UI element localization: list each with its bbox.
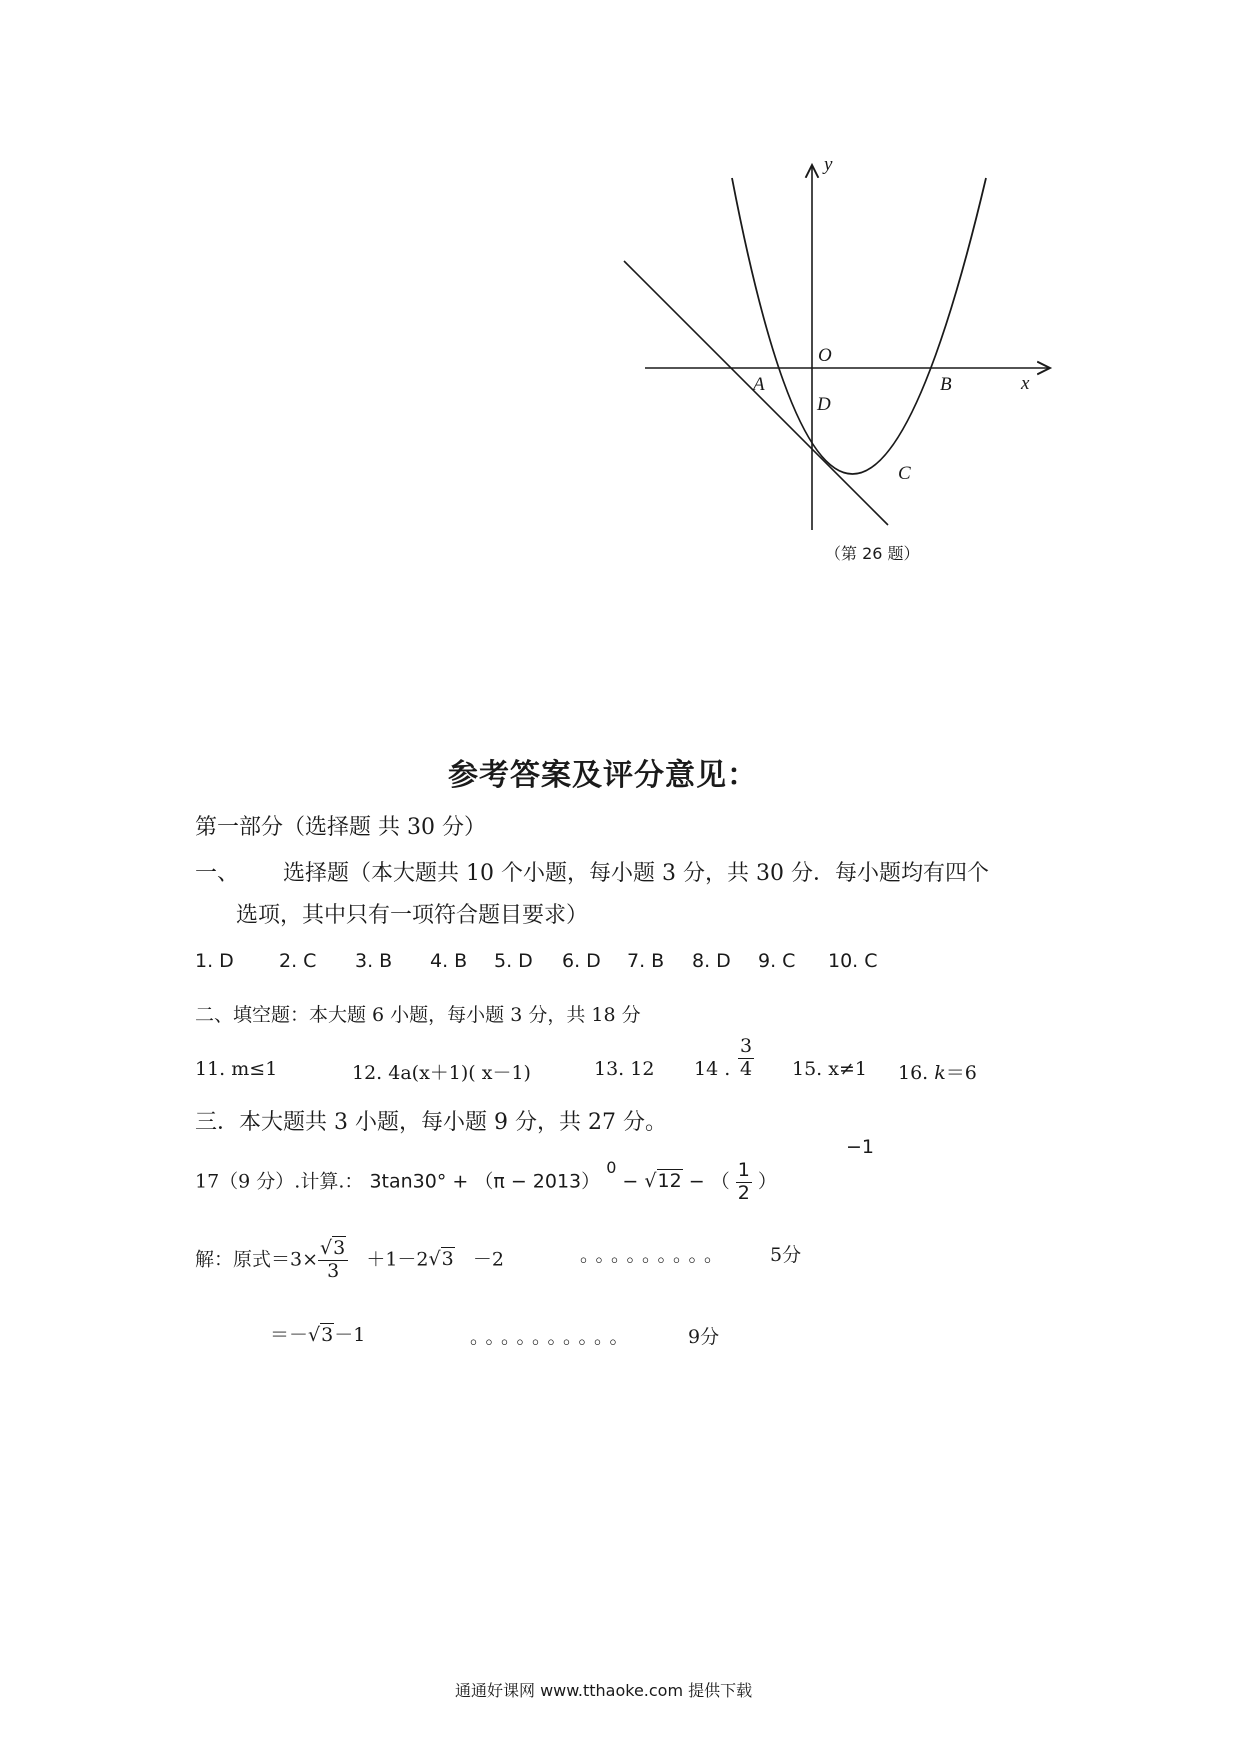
fill-answer-16 [898,1058,977,1085]
solution-fraction-denominator: 3 [327,1259,340,1282]
mc-answer-1: 1. D [195,950,234,972]
fill-answer-11: 11. m≤1 [195,1058,278,1080]
fill-answer-12: 12. 4a(x＋1)( x－1) [352,1062,531,1084]
section1-line2: 选项，其中只有一项符合题目要求） [236,903,589,928]
page-footer: 通通好课网 www.tthaoke.com 提供下载 [455,1681,753,1700]
q16-prefix: 16. [898,1062,929,1084]
answer-key-title: 参考答案及评分意见： [448,758,758,793]
mc-answer-4: 4. B [430,950,468,972]
fill-answer-15: 15. x≠1 [792,1058,867,1080]
point-b-label: B [940,374,952,395]
half-denominator: 2 [737,1181,750,1204]
x-axis-label: x [1021,373,1030,394]
q17-close-paren: ） [757,1170,777,1193]
fill-answer-14-prefix: 14 . [694,1058,731,1080]
parabola-curve [732,178,986,474]
solution-fraction [318,1238,348,1283]
solution-line2-rest: －1 [334,1324,366,1346]
q17-expr1: 3tan30° + （π − 2013） [369,1170,601,1193]
q17-minus-paren: − （ [688,1170,730,1193]
section3-heading: 三．本大题共 3 小题，每小题 9 分，共 27 分。 [195,1110,667,1135]
point-a-label: A [753,374,765,395]
fill-answer-14-fraction [738,1036,754,1081]
q17-prefix: 17（9 分）.计算.： [195,1170,364,1193]
sqrt3-term: √3 [428,1248,454,1271]
radicand-3c: 3 [321,1324,334,1346]
section1-number: 一、 [195,861,240,886]
figure-caption: （第 26 题） [825,544,920,563]
q17-sqrt12: √12 [644,1170,682,1193]
solution-rest2: －2 [472,1248,504,1271]
point-o-label: O [818,345,832,366]
mc-answer-7: 7. B [627,950,665,972]
q17-line [195,1160,777,1205]
sqrt3-line2: √3 [308,1324,334,1346]
q17-exponent-neg1: −1 [846,1136,875,1158]
radicand-3: 3 [333,1237,346,1259]
point-c-label: C [898,463,911,484]
mc-answer-2: 2. C [279,950,317,972]
solution-score-2: 9分 [688,1326,720,1348]
mc-answer-8: 8. D [692,950,731,972]
solution-dots-1: 。。。。。。。。。 [580,1244,730,1266]
parabola-line-graph [680,150,1060,563]
solution-line2-prefix: ＝－ [270,1324,309,1346]
solution-dots-2: 。。。。。。。。。。 [470,1326,635,1348]
q17-minus: − [622,1170,639,1193]
sqrt3-symbol: √3 [320,1237,346,1259]
solution-score-1: 5分 [770,1244,802,1266]
q16-variable: k [934,1062,946,1084]
mc-answer-10: 10. C [828,950,878,972]
solution-rest1: ＋1－2 [366,1248,429,1271]
fill-answer-13: 13. 12 [594,1058,655,1080]
q17-exponent-0: 0 [606,1158,617,1178]
fraction-denominator: 4 [740,1057,753,1080]
mc-answer-5: 5. D [494,950,533,972]
half-numerator: 1 [737,1159,750,1181]
section2-heading: 二、填空题：本大题 6 小题，每小题 3 分，共 18 分 [195,1004,641,1026]
mc-answer-9: 9. C [758,950,796,972]
part1-heading: 第一部分（选择题 共 30 分） [195,815,486,840]
solution-fraction-numerator [318,1238,348,1261]
section1-line1: 选择题（本大题共 10 个小题，每小题 3 分，共 30 分．每小题均有四个 [283,861,989,886]
mc-answer-6: 6. D [562,950,601,972]
q17-half-fraction [736,1160,752,1205]
solution-line2 [270,1320,365,1347]
q16-rest: ＝6 [945,1062,977,1084]
radicand-3b: 3 [441,1248,454,1271]
point-d-label: D [817,394,831,415]
radicand-12: 12 [657,1170,682,1193]
mc-answer-3: 3. B [355,950,393,972]
y-axis-label: y [824,154,833,175]
solution-line1 [195,1238,504,1283]
solution-label: 解：原式＝3× [195,1248,319,1271]
problem-26-figure [680,150,1060,563]
fraction-numerator: 3 [740,1035,753,1057]
